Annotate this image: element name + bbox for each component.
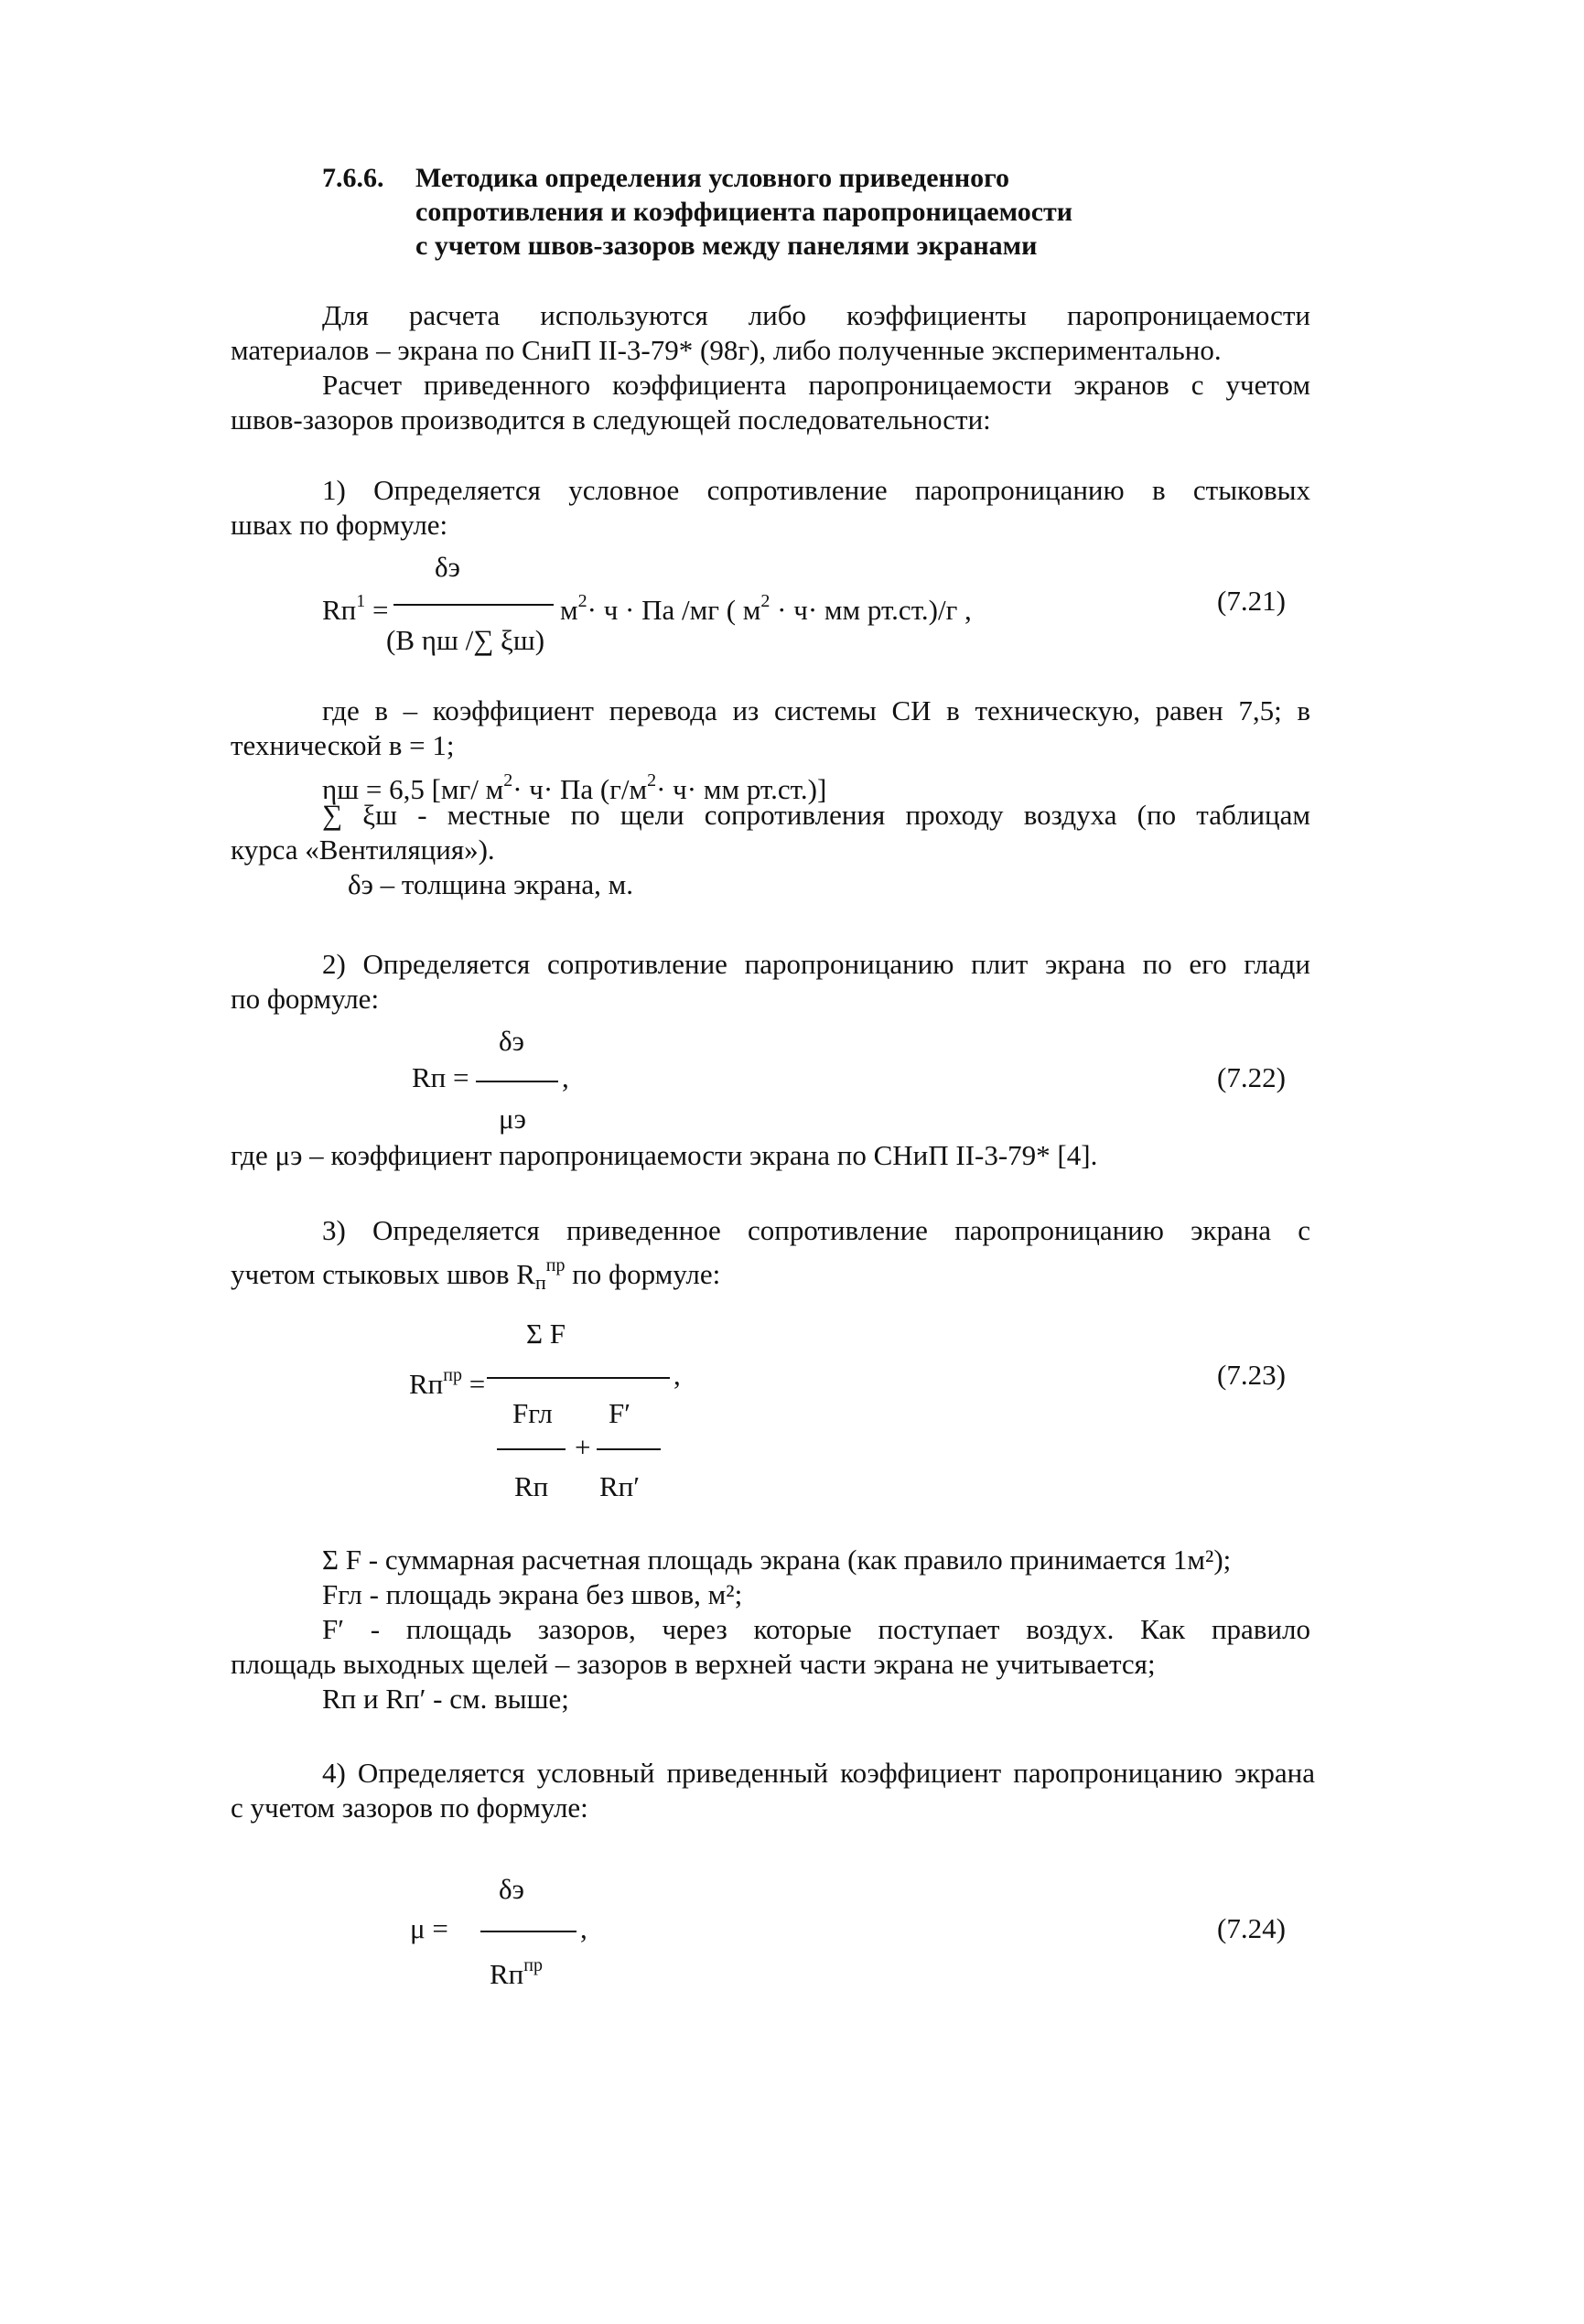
section-title-line-3: с учетом швов-зазоров между панелями экранами — [415, 231, 1038, 261]
step3-note-f-prime-line2: площадь выходных щелей – зазоров в верхней части экрана не учитывается; — [231, 1648, 1156, 1680]
intro-p1-line1: Для расчета используются либо коэффициенты паропроницаемости — [322, 299, 1310, 331]
formula-7-22-numerator: δэ — [499, 1025, 524, 1057]
step1-delta-line: δэ – толщина экрана, м. — [348, 868, 634, 900]
intro-p2-line2: швов-зазоров производится в следующей последовательности: — [231, 403, 991, 436]
step3-note-f-gl: Fгл - площадь экрана без швов, м²; — [322, 1578, 743, 1610]
formula-7-22-lhs: Rп = — [412, 1061, 469, 1093]
intro-p2-line1: Расчет приведенного коэффициента паропроницаемости экранов с учетом — [322, 369, 1310, 401]
formula-7-21-fraction-bar — [393, 604, 554, 606]
formula-7-23-comma: , — [673, 1359, 681, 1391]
step2-where: где μэ – коэффициент паропроницаемости экрана по СНиП II-3-79* [4]. — [231, 1139, 1098, 1171]
formula-7-21-denominator: (В ηш /∑ ξш) — [386, 624, 545, 656]
formula-7-24-comma: , — [580, 1912, 587, 1944]
formula-7-23-main-bar — [487, 1377, 670, 1379]
formula-7-22-comma: , — [562, 1061, 569, 1093]
step2-line1: 2) Определяется сопротивление паропроницанию плит экрана по его глади — [322, 948, 1310, 980]
formula-7-22-number: (7.22) — [1217, 1061, 1286, 1093]
formula-7-23-number: (7.23) — [1217, 1359, 1286, 1391]
intro-p1-line2: материалов – экрана по СниП II-3-79* (98г), либо полученные экспериментально. — [231, 334, 1222, 366]
formula-7-24-denominator: $Rп^{пр}$ — [490, 1955, 543, 1990]
step3-note-rp: Rп и Rп′ - см. выше; — [322, 1683, 569, 1715]
step3-line2: учетом стыковых швов $R_п^{пр}$ по формуле: — [231, 1255, 721, 1294]
formula-7-24-numerator: δэ — [499, 1873, 524, 1905]
step1-where-line2: технической в = 1; — [231, 729, 455, 761]
step3-note-f-prime-line1: F′ - площадь зазоров, через которые поступает воздух. Как правило — [322, 1613, 1310, 1645]
step3-line1: 3) Определяется приведенное сопротивление паропроницанию экрана с — [322, 1214, 1310, 1246]
formula-7-23-inner-bar-2 — [597, 1448, 661, 1450]
step1-xi-line1: ∑ ξш - местные по щели сопротивления проходу воздуха (по таблицам — [322, 799, 1310, 831]
step4-line2: с учетом зазоров по формуле: — [231, 1791, 588, 1824]
section-title-line-2: сопротивления и коэффициента паропроницаемости — [415, 197, 1073, 227]
step3-note-sum-f: Σ F - суммарная расчетная площадь экрана (как правило принимается 1м²); — [322, 1544, 1232, 1576]
formula-7-23-plus: + — [575, 1431, 591, 1463]
formula-7-23-inner-bar-1 — [497, 1448, 566, 1450]
step1-where-line1: где в – коэффициент перевода из системы СИ в техническую, равен 7,5; в — [322, 694, 1310, 726]
section-number: 7.6.6. — [322, 163, 384, 193]
formula-7-21-lhs: $Rп^1$ = — [322, 591, 389, 626]
formula-7-21-number: (7.21) — [1217, 585, 1286, 617]
step4-line1: 4) Определяется условный приведенный коэффициент паропроницанию экрана — [322, 1757, 1315, 1789]
formula-7-23-lhs: $Rп^{пр}$ = — [409, 1365, 486, 1400]
step1-line1: 1) Определяется условное сопротивление паропроницанию в стыковых — [322, 474, 1310, 506]
formula-7-23-inner-den-1: Rп — [514, 1470, 549, 1502]
formula-7-22-fraction-bar — [476, 1081, 558, 1082]
formula-7-23-inner-den-2: Rп′ — [599, 1470, 641, 1502]
formula-7-24-number: (7.24) — [1217, 1912, 1286, 1944]
step1-eta-line: ηш = 6,5 [мг/ $м^2\cdot ч\cdot$ Па ($г/м^2\cdot ч\cdot$ мм рт.ст.)] — [322, 770, 827, 805]
formula-7-23-numerator: Σ F — [526, 1318, 566, 1350]
step1-xi-line2: курса «Вентиляция»). — [231, 834, 495, 866]
formula-7-23-inner-num-2: F′ — [609, 1397, 631, 1429]
formula-7-23-inner-num-1: Fгл — [512, 1397, 553, 1429]
formula-7-24-fraction-bar — [480, 1931, 576, 1932]
formula-7-22-denominator: μэ — [499, 1103, 526, 1135]
formula-7-21-numerator: δэ — [435, 551, 460, 583]
formula-7-21-units: $м^2\cdot ч$ · Па /мг ( $м^2 \cdot ч\cdot$ мм рт.ст.)/г , — [560, 591, 972, 626]
step1-line2: швах по формуле: — [231, 509, 448, 541]
section-title-line-1: Методика определения условного приведенного — [415, 163, 1009, 193]
step2-line2: по формуле: — [231, 983, 380, 1015]
formula-7-24-lhs: μ = — [410, 1912, 448, 1944]
